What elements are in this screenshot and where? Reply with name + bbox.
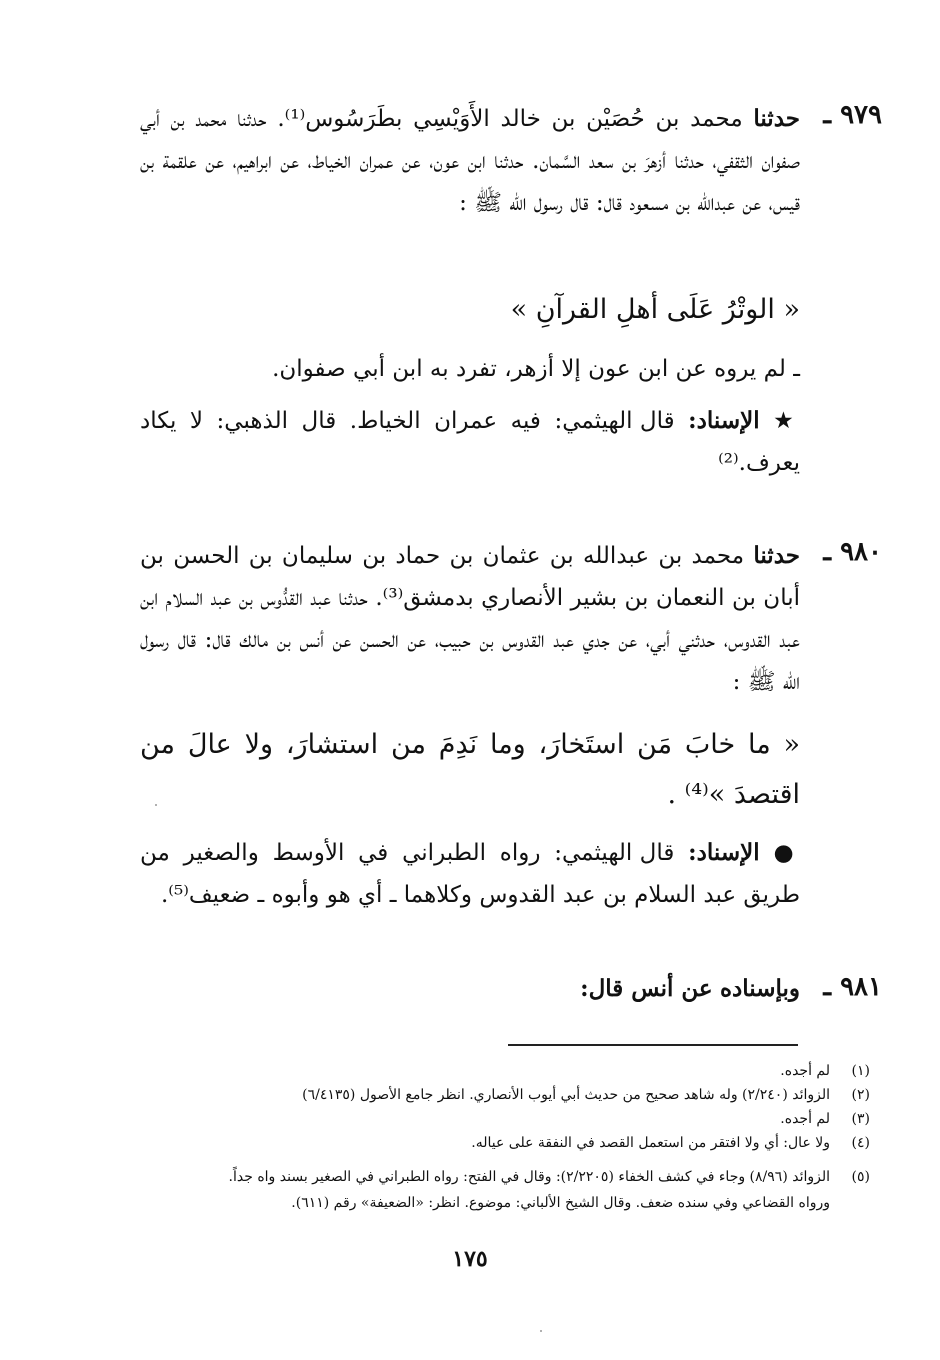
- isnad-label: الإسناد:: [688, 407, 760, 434]
- hadith-980-quote: « ما خابَ مَن استَخارَ، وما نَدِمَ من استشارَ، ولا عالَ من اقتصدَ »⁽⁴⁾ .: [140, 729, 800, 810]
- hadith-980-isnad: [140, 832, 800, 916]
- hadith-980-chain: محمد بن عبدالله بن عثمان بن حماد بن سليمان بن الحسن بن أبان بن النعمان بن بشير الأنصاري بدمشق⁽³⁾. حدثنا عبد القدُّوس بن عبد السلام ابن عبد القدوس، حدثني أبي، عن جدي عبد القدوس بن حبيب، عن الحسن عن أنس بن مالك قال: قال رسول الله ﷺ :: [140, 543, 800, 695]
- footnote-text: لم أجده.: [780, 1111, 830, 1127]
- footnote-text: الزوائد (٢/٢٤٠) وله شاهد صحيح من حديث أبي أيوب الأنصاري. انظر جامع الأصول (٦/٤١٣٥): [302, 1087, 830, 1103]
- hadith-980-text: [140, 535, 800, 703]
- hadith-number-980: ٩٨٠ ـ: [823, 537, 882, 567]
- footnote-text: لم أجده.: [780, 1063, 830, 1079]
- star-icon: ★: [773, 408, 801, 434]
- footnote-4: [471, 1132, 870, 1154]
- footnote-number: (٢): [851, 1087, 870, 1103]
- footnote-3: [780, 1108, 870, 1130]
- hadith-number-979: ٩٧٩ ـ: [823, 100, 882, 130]
- footnote-number: (٥): [851, 1169, 870, 1185]
- footnote-text: الزوائد (٨/٩٦) وجاء في كشف الخفاء (٢/٢٢٠٥): وقال في الفتح: رواه الطبراني في الصغير بسند واه جداً.: [228, 1169, 830, 1185]
- isnad-text: قال الهيثمي: رواه الطبراني في الأوسط والصغير من طريق عبد السلام بن عبد القدوس وكلاهما ـ أي هو وأبوه ـ ضعيف⁽⁵⁾.: [140, 840, 800, 908]
- footnote-text: ورواه القضاعي وفي سنده ضعف. وقال الشيخ الألباني: موضوع. انظر: «الضعيفة» رقم (٦١١).: [291, 1195, 830, 1211]
- hadith-979-chain: محمد بن حُصَيْن بن خالد الأَوَيْسِي بطَرَسُوس⁽¹⁾. حدثنا محمد بن أبي صفوان الثقفي، حدثنا أزهرَ بن سعد السَّمان. حدثنا ابن عون، عن عمران الخياط، عن ابراهيم، عن علقمة بن قيس، عن عبدالله بن مسعود قال: قال رسول الله ﷺ :: [140, 106, 800, 216]
- footnote-divider: [508, 1044, 798, 1046]
- hadith-979-text: [140, 98, 800, 224]
- scan-speck: [540, 1330, 542, 1332]
- footnote-text: ولا عال: أي ولا افتقر من استعمل القصد في النفقة على عياله.: [471, 1135, 830, 1151]
- footnote-number: (٤): [851, 1135, 870, 1151]
- footnote-2: [302, 1084, 870, 1106]
- hadith-number-981: ٩٨١ ـ: [823, 972, 882, 1002]
- hadith-980-lead: حدثنا: [753, 542, 800, 569]
- bullet-icon: ●: [773, 840, 801, 866]
- footnote-5-continued: [291, 1192, 830, 1214]
- hadith-979-isnad: [140, 400, 800, 484]
- hadith-981-lead: وبإسناده: [719, 975, 800, 1002]
- hadith-981-text: [580, 968, 800, 1010]
- scan-speck: [155, 804, 157, 806]
- isnad-label: الإسناد:: [688, 839, 760, 866]
- hadith-979-quote: « الوتْرُ عَلَى أهلِ القرآنِ »: [510, 294, 800, 325]
- footnote-number: (١): [851, 1063, 870, 1079]
- footnote-1: [780, 1060, 870, 1082]
- hadith-979-lead: حدثنا: [753, 105, 800, 132]
- page-number: ١٧٥: [452, 1246, 488, 1272]
- isnad-text: قال الهيثمي: فيه عمران الخياط. قال الذهبي: لا يكاد يعرف.⁽²⁾: [140, 408, 800, 476]
- footnote-number: (٣): [851, 1111, 870, 1127]
- hadith-979-note: ـ لم يروه عن ابن عون إلا أزهر، تفرد به ابن أبي صفوان.: [272, 356, 800, 382]
- footnote-5: [229, 1166, 870, 1188]
- hadith-981-chain: عن أنس قال:: [580, 975, 713, 1002]
